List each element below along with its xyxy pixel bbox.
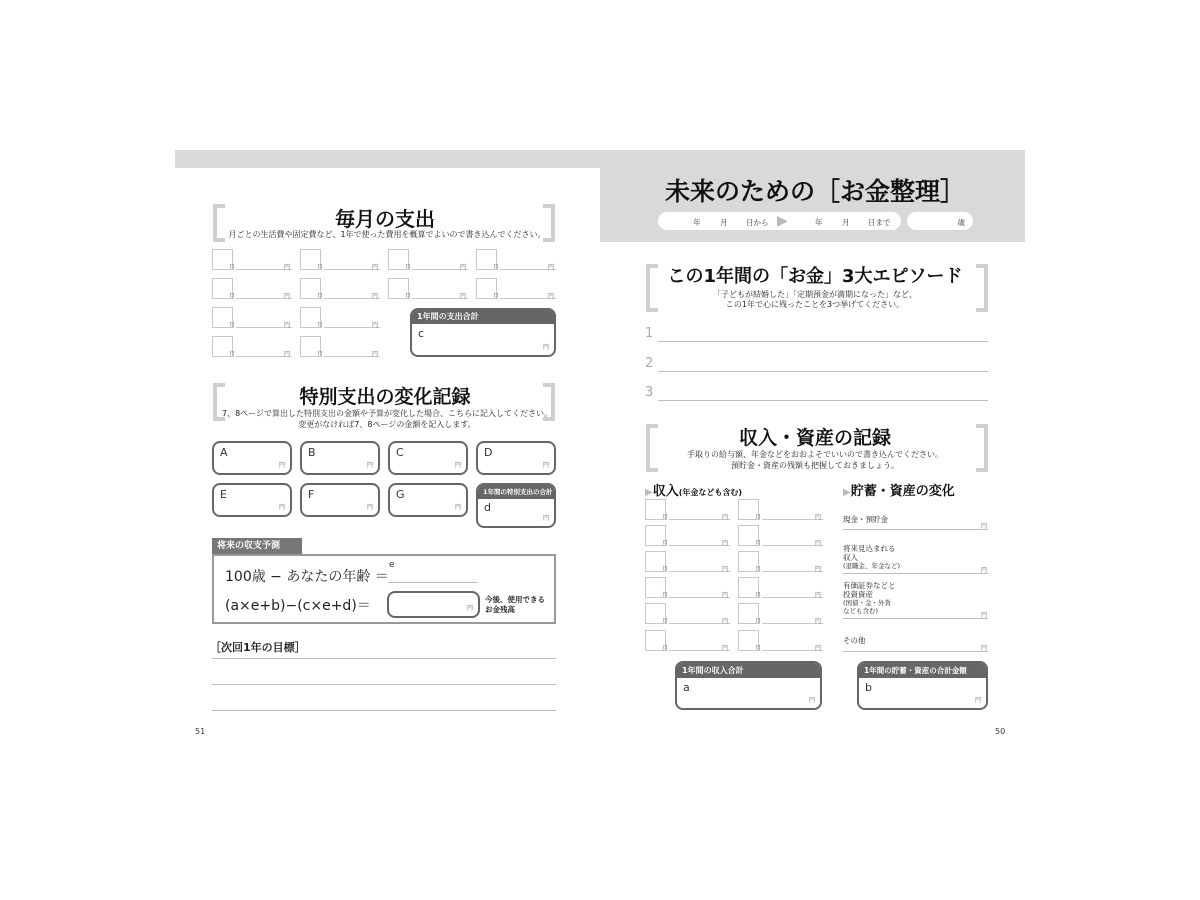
episodes-note-1: 「子どもが結婚した」「定期預金が満期になった」など、 [713,290,917,299]
month-entry-cell[interactable] [212,336,292,357]
month-unit: 月 [317,264,324,271]
yen-unit: 円 [721,540,728,547]
yen-unit: 円 [371,293,378,300]
special-box-letter: A [220,446,228,459]
amount-line[interactable] [669,545,730,546]
forecast-e-letter: e [389,560,395,570]
special-box-letter: C [396,446,404,459]
yen-unit: 円 [371,322,378,329]
month-unit: 月 [755,592,762,599]
special-box-f[interactable] [300,483,380,517]
date-range-field[interactable] [658,212,901,230]
month-entry-cell[interactable] [645,525,730,546]
yen-unit: 円 [808,697,815,704]
yen-unit: 円 [283,322,290,329]
amount-line[interactable] [669,623,730,624]
yen-unit: 円 [721,566,728,573]
date-year-to: 年 [815,218,823,227]
forecast-result-box[interactable] [387,591,480,618]
month-unit: 月 [229,351,236,358]
date-day-from: 日から [746,218,769,227]
date-year-from: 年 [693,218,701,227]
yen-unit: 円 [981,523,988,530]
annual-savings-total-title: 1年間の貯蓄・資産の合計金額 [859,663,986,678]
amount-line[interactable] [669,519,730,520]
main-title [610,172,1020,208]
yen-unit: 円 [721,514,728,521]
income-assets-note-1: 手取りの給与額、年金などをおおよそでいいので書き込んでください。 [687,450,943,459]
yen-unit: 円 [283,293,290,300]
forecast-formula-balance: (a×e+b)−(c×e+d)＝ [225,598,371,614]
yen-unit: 円 [366,504,373,511]
yen-unit: 円 [547,264,554,271]
month-unit: 月 [755,540,762,547]
income-title: 収入 [652,484,679,499]
yen-unit: 円 [814,540,821,547]
annual-special-total-box[interactable] [476,483,556,528]
month-unit: 月 [229,264,236,271]
annual-savings-total-letter: b [865,681,872,694]
yen-unit: 円 [542,515,549,522]
amount-line[interactable] [762,597,823,598]
bracket-right [976,424,988,472]
income-assets-note-2: 預貯金・資産の残額も把握しておきましょう。 [731,461,899,470]
monthly-expense-title: 毎月の支出 [335,207,435,231]
triangle-right-icon: ▶ [645,487,653,498]
yen-unit: 円 [814,514,821,521]
month-entry-cell[interactable] [300,278,380,299]
month-entry-cell[interactable] [738,525,823,546]
amount-line[interactable] [669,650,730,651]
amount-line[interactable] [762,650,823,651]
savings-heading [843,480,955,499]
yen-unit: 円 [814,645,821,652]
income-subtitle: (年金なども含む) [678,488,743,497]
amount-line[interactable] [762,623,823,624]
forecast-formula-age: 100歳 − あなたの年齢 ＝ [225,569,389,585]
annual-income-total-box[interactable] [675,661,822,710]
bracket-left [646,264,658,312]
month-unit: 月 [229,322,236,329]
month-entry-cell[interactable] [645,577,730,598]
date-month-to: 月 [842,218,850,227]
annual-income-total-title: 1年間の収入合計 [677,663,820,678]
episode-line-2[interactable] [658,371,988,372]
episode-number-2: 2 [645,356,654,371]
episode-number-1: 1 [645,326,654,341]
month-unit: 月 [755,514,762,521]
special-expense-note-2: 変更がなければ7、8ページの金額を記入します。 [298,420,476,429]
episode-number-3: 3 [645,385,654,400]
episodes-title: この1年間の「お金」3大エピソード [667,266,963,287]
annual-savings-total-box[interactable] [857,661,988,710]
special-box-g[interactable] [388,483,468,517]
month-unit: 月 [317,351,324,358]
month-unit: 月 [317,293,324,300]
yen-unit: 円 [814,566,821,573]
next-year-goal-title: ［次回1年の目標］ [210,641,306,654]
month-entry-cell[interactable] [738,577,823,598]
month-entry-cell[interactable] [738,630,823,651]
month-unit: 月 [405,264,412,271]
goal-line[interactable] [212,710,556,711]
month-entry-cell[interactable] [388,278,468,299]
month-unit: 月 [317,322,324,329]
month-unit: 月 [662,618,669,625]
month-entry-cell[interactable] [738,551,823,572]
special-expense-title: 特別支出の変化記録 [299,386,471,408]
yen-unit: 円 [283,264,290,271]
annual-expense-total-box[interactable] [410,308,556,357]
yen-unit: 円 [459,264,466,271]
monthly-expense-note: 月ごとの生活費や固定費など、1年で使った費用を概算でよいので書き込んでください。 [228,230,546,239]
special-box-c[interactable] [388,441,468,475]
yen-unit: 円 [721,592,728,599]
age-field[interactable] [907,212,973,230]
goal-line[interactable] [212,684,556,685]
amount-line[interactable] [762,519,823,520]
month-entry-cell[interactable] [645,551,730,572]
savings-item-note: (国債・金・外貨 [843,599,892,607]
savings-title: 貯蓄・資産の変化 [850,484,955,499]
savings-item-note: なども含む) [843,607,879,615]
month-entry-cell[interactable] [212,307,292,328]
yen-unit: 円 [366,462,373,469]
month-unit: 月 [229,293,236,300]
month-unit: 月 [755,645,762,652]
episode-line-1[interactable] [658,341,988,342]
special-box-b[interactable] [300,441,380,475]
date-month-from: 月 [720,218,728,227]
arrow-right-icon: ▶ [777,213,788,229]
month-unit: 月 [493,264,500,271]
page-number-right: 50 [995,727,1006,736]
special-box-letter: E [220,488,227,501]
annual-special-total-letter: d [484,501,491,514]
date-day-to: 日まで [868,218,891,227]
month-unit: 月 [755,618,762,625]
savings-item-line[interactable] [843,618,988,619]
yen-unit: 円 [721,645,728,652]
savings-item-label: 将来見込まれる [843,544,896,553]
month-entry-cell[interactable] [300,336,380,357]
yen-unit: 円 [547,293,554,300]
special-box-letter: F [308,488,315,501]
month-entry-cell[interactable] [212,278,292,299]
savings-item-line[interactable] [843,573,988,574]
special-box-d[interactable] [476,441,556,475]
yen-unit: 円 [278,462,285,469]
special-box-a[interactable] [212,441,292,475]
forecast-e-line[interactable] [388,582,478,583]
yen-unit: 円 [721,618,728,625]
yen-unit: 円 [459,293,466,300]
month-unit: 月 [662,514,669,521]
yen-unit: 円 [371,351,378,358]
annual-income-total-letter: a [683,681,690,694]
savings-item-label: 投資資産 [843,590,873,599]
yen-unit: 円 [454,504,461,511]
savings-item-label: 現金・預貯金 [843,515,888,524]
month-entry-cell[interactable] [738,499,823,520]
episodes-note-2: この1年で心に残ったことを3つ挙げてください。 [725,300,905,309]
income-assets-title: 収入・資産の記録 [738,427,891,449]
month-unit: 月 [662,540,669,547]
month-entry-cell[interactable] [212,249,292,270]
main-title-bracket-close: ］ [940,177,966,206]
month-entry-cell[interactable] [645,630,730,651]
month-unit: 月 [662,566,669,573]
yen-unit: 円 [278,504,285,511]
yen-unit: 円 [283,351,290,358]
yen-unit: 円 [542,344,549,351]
savings-item-label: 収入 [843,553,858,562]
yen-unit: 円 [981,645,988,652]
month-unit: 月 [493,293,500,300]
goal-line[interactable] [212,658,556,659]
savings-item-label: その他 [843,636,866,645]
month-entry-cell[interactable] [645,603,730,624]
forecast-result-note-2: お金残高 [485,605,515,614]
income-heading [645,480,742,499]
main-title-bracket-open: ［ [814,177,840,206]
month-unit: 月 [662,592,669,599]
yen-unit: 円 [466,605,473,612]
special-box-e[interactable] [212,483,292,517]
special-expense-note-1: 7、8ページで算出した特別支出の金額や予算が変化した場合、こちらに記入してください。 [221,409,552,418]
amount-line[interactable] [669,571,730,572]
forecast-result-note-1: 今後、使用できる [485,595,545,604]
yen-unit: 円 [371,264,378,271]
annual-special-total-title: 1年間の特別支出の合計 [478,485,554,499]
savings-item-line[interactable] [843,651,988,652]
month-entry-cell[interactable] [645,499,730,520]
main-title-emphasis: お金整理 [840,177,941,206]
special-box-letter: D [484,446,493,459]
yen-unit: 円 [814,618,821,625]
age-unit: 歳 [957,218,965,227]
yen-unit: 円 [814,592,821,599]
main-title-prefix: 未来のための [664,177,815,206]
page-number-left: 51 [195,727,206,736]
month-unit: 月 [755,566,762,573]
yen-unit: 円 [974,697,981,704]
yen-unit: 円 [981,567,988,574]
month-entry-cell[interactable] [476,278,556,299]
month-entry-cell[interactable] [300,307,380,328]
episode-line-3[interactable] [658,400,988,401]
left-top-band [175,150,600,168]
savings-item-line[interactable] [843,529,988,530]
yen-unit: 円 [454,462,461,469]
bracket-left [646,424,658,472]
annual-expense-total-title: 1年間の支出合計 [412,310,554,324]
yen-unit: 円 [981,612,988,619]
amount-line[interactable] [669,597,730,598]
bracket-right [976,264,988,312]
amount-line[interactable] [762,571,823,572]
yen-unit: 円 [542,462,549,469]
month-unit: 月 [662,645,669,652]
amount-line[interactable] [762,545,823,546]
month-entry-cell[interactable] [738,603,823,624]
savings-item-label: 有価証券などと [843,581,896,590]
forecast-label: 将来の収支予測 [212,538,302,554]
savings-item-note: (退職金、年金など) [843,562,901,570]
month-entry-cell[interactable] [300,249,380,270]
special-box-letter: B [308,446,316,459]
month-entry-cell[interactable] [388,249,468,270]
annual-expense-total-letter: c [418,327,425,340]
month-entry-cell[interactable] [476,249,556,270]
month-unit: 月 [405,293,412,300]
triangle-right-icon: ▶ [843,487,851,498]
special-box-letter: G [396,488,405,501]
